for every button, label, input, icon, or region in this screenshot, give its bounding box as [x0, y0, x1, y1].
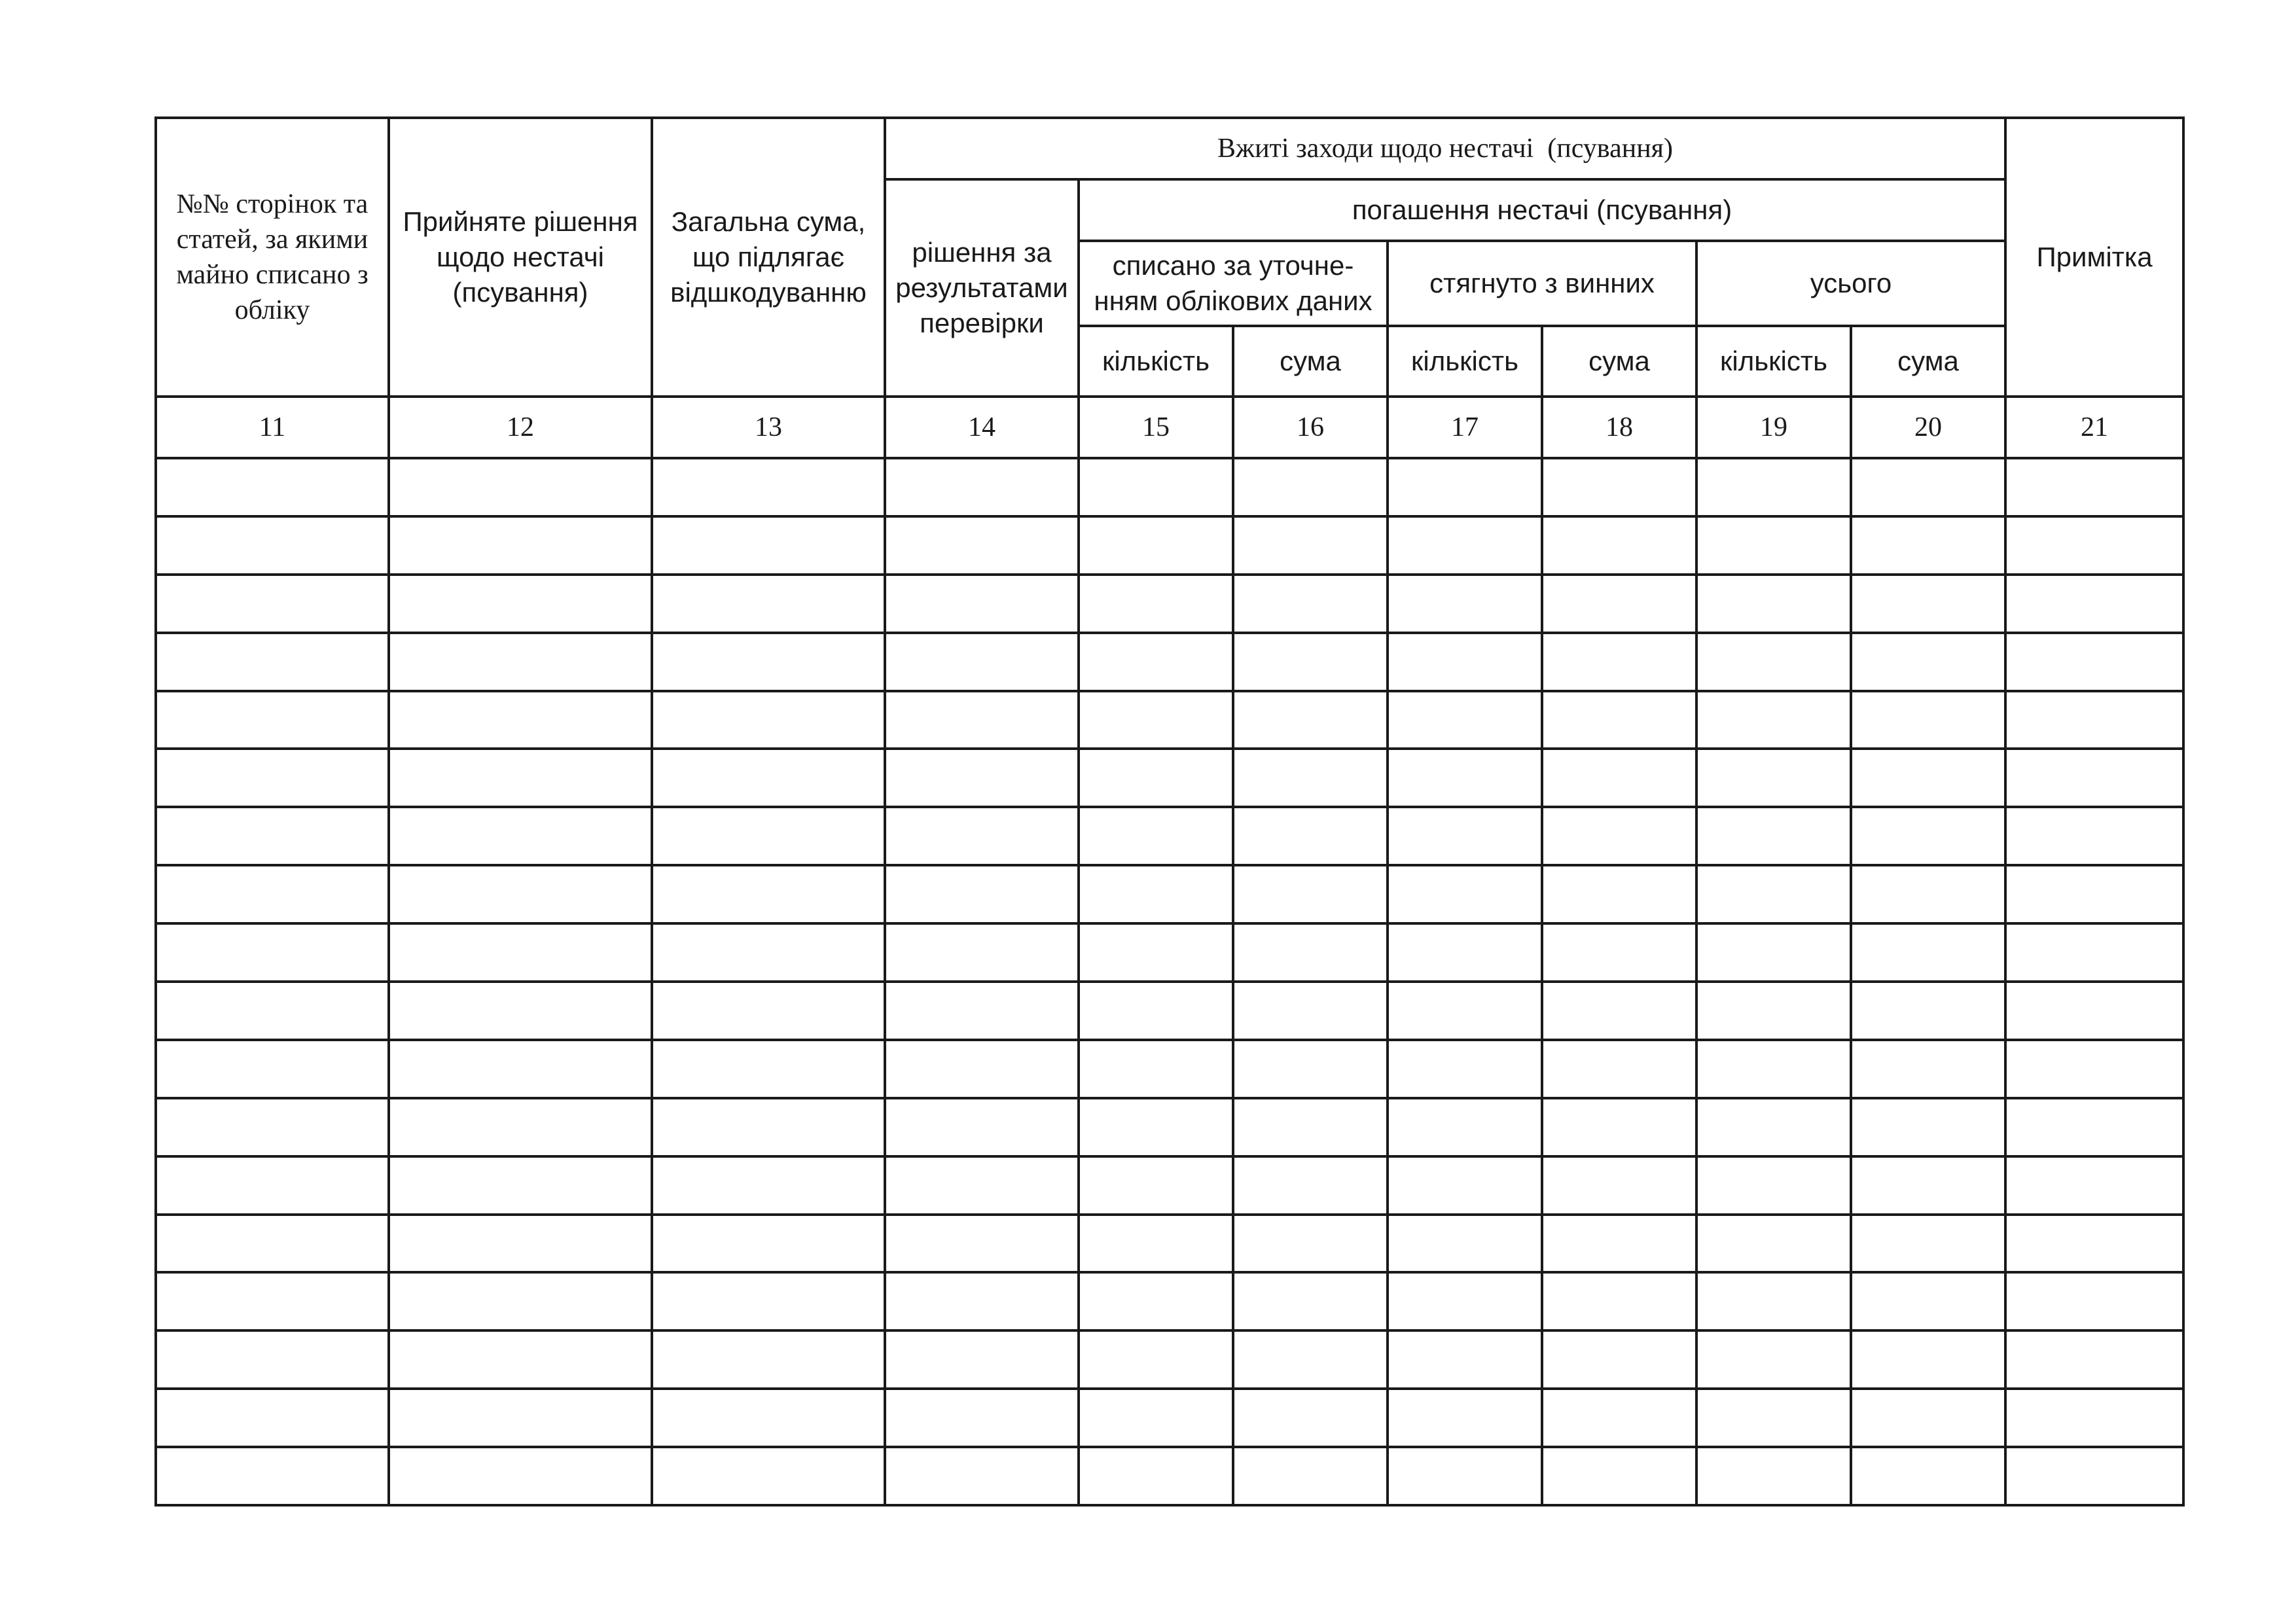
table-cell[interactable]	[2005, 1330, 2183, 1389]
table-cell[interactable]	[885, 982, 1079, 1040]
table-cell[interactable]	[389, 516, 652, 575]
table-cell[interactable]	[2005, 1389, 2183, 1447]
table-cell[interactable]	[156, 575, 389, 633]
table-cell[interactable]	[2005, 516, 2183, 575]
table-cell[interactable]	[1851, 1098, 2005, 1156]
table-cell[interactable]	[1696, 1389, 1851, 1447]
table-row	[156, 982, 2183, 1040]
table-row	[156, 575, 2183, 633]
table-cell[interactable]	[885, 1330, 1079, 1389]
table-cell[interactable]	[1542, 1447, 1696, 1505]
table-cell[interactable]	[156, 1272, 389, 1330]
table-cell[interactable]	[389, 923, 652, 982]
table-cell[interactable]	[2005, 982, 2183, 1040]
column-number: 12	[389, 397, 652, 458]
header-decision: Прийняте рішення щодо нестачі (псування)	[389, 118, 652, 397]
table-cell[interactable]	[1233, 1098, 1388, 1156]
table-cell[interactable]	[1696, 691, 1851, 749]
table-row	[156, 749, 2183, 807]
table-cell[interactable]	[1388, 865, 1542, 923]
header-quantity-written-off: кількість	[1079, 326, 1233, 397]
column-number: 17	[1388, 397, 1542, 458]
table-cell[interactable]	[1542, 923, 1696, 982]
header-pages-articles: №№ сторінок та статей, за якими майно списано з обліку	[156, 118, 389, 397]
table-cell[interactable]	[652, 1447, 885, 1505]
table-row	[156, 458, 2183, 516]
table-cell[interactable]	[885, 575, 1079, 633]
table-row	[156, 1098, 2183, 1156]
table-cell[interactable]	[156, 691, 389, 749]
table-cell[interactable]	[1542, 1215, 1696, 1273]
table-cell[interactable]	[1233, 458, 1388, 516]
header-note: Примітка	[2005, 118, 2183, 397]
table-cell[interactable]	[389, 575, 652, 633]
table-cell[interactable]	[389, 633, 652, 691]
table-cell[interactable]	[652, 807, 885, 865]
table-cell[interactable]	[1542, 516, 1696, 575]
column-number: 19	[1696, 397, 1851, 458]
header-recovered: стягнуто з винних	[1388, 241, 1696, 326]
table-cell[interactable]	[1079, 633, 1233, 691]
table-cell[interactable]	[1696, 1040, 1851, 1098]
table-cell[interactable]	[1233, 749, 1388, 807]
table-cell[interactable]	[2005, 749, 2183, 807]
table-cell[interactable]	[2005, 1215, 2183, 1273]
table-cell[interactable]	[1851, 1447, 2005, 1505]
table-cell[interactable]	[1079, 1272, 1233, 1330]
table-cell[interactable]	[156, 633, 389, 691]
table-cell[interactable]	[885, 691, 1079, 749]
table-cell[interactable]	[156, 923, 389, 982]
table-cell[interactable]	[389, 865, 652, 923]
header-measures-taken: Вжиті заходи щодо нестачі (псування)	[885, 118, 2005, 179]
table-cell[interactable]	[1079, 1040, 1233, 1098]
table-cell[interactable]	[1542, 1389, 1696, 1447]
table-cell[interactable]	[652, 1098, 885, 1156]
register-sheet	[154, 116, 2182, 1503]
table-cell[interactable]	[1542, 749, 1696, 807]
table-cell[interactable]	[389, 749, 652, 807]
table-cell[interactable]	[885, 1040, 1079, 1098]
table-cell[interactable]	[1851, 749, 2005, 807]
table-row	[156, 516, 2183, 575]
table-cell[interactable]	[156, 1447, 389, 1505]
table-cell[interactable]	[1542, 575, 1696, 633]
column-number: 11	[156, 397, 389, 458]
column-number: 18	[1542, 397, 1696, 458]
table-cell[interactable]	[1388, 691, 1542, 749]
header-quantity-recovered: кількість	[1388, 326, 1542, 397]
table-cell[interactable]	[1696, 1156, 1851, 1215]
table-cell[interactable]	[652, 749, 885, 807]
table-cell[interactable]	[1079, 982, 1233, 1040]
table-cell[interactable]	[652, 1040, 885, 1098]
table-cell[interactable]	[156, 1215, 389, 1273]
header-total: усього	[1696, 241, 2005, 326]
header-total-sum: Загальна сума, що підлягає відшкодуванню	[652, 118, 885, 397]
table-cell[interactable]	[1079, 807, 1233, 865]
table-cell[interactable]	[389, 1389, 652, 1447]
table-cell[interactable]	[2005, 575, 2183, 633]
table-cell[interactable]	[885, 1215, 1079, 1273]
column-number: 15	[1079, 397, 1233, 458]
table-cell[interactable]	[156, 1156, 389, 1215]
table-cell[interactable]	[156, 516, 389, 575]
table-cell[interactable]	[1851, 1215, 2005, 1273]
header-quantity-total: кількість	[1696, 326, 1851, 397]
table-cell[interactable]	[1851, 575, 2005, 633]
table-cell[interactable]	[652, 458, 885, 516]
table-cell[interactable]	[156, 458, 389, 516]
table-cell[interactable]	[1851, 1389, 2005, 1447]
table-cell[interactable]	[885, 1272, 1079, 1330]
table-cell[interactable]	[1233, 516, 1388, 575]
table-cell[interactable]	[652, 633, 885, 691]
table-row	[156, 807, 2183, 865]
table-row	[156, 865, 2183, 923]
table-cell[interactable]	[156, 1040, 389, 1098]
column-number: 13	[652, 397, 885, 458]
table-cell[interactable]	[389, 1447, 652, 1505]
header-audit-decision: рішення за результатами перевірки	[885, 179, 1079, 397]
table-cell[interactable]	[1851, 1156, 2005, 1215]
column-number-row	[156, 397, 2183, 458]
table-cell[interactable]	[1388, 1156, 1542, 1215]
table-cell[interactable]	[2005, 1447, 2183, 1505]
table-cell[interactable]	[389, 1098, 652, 1156]
table-cell[interactable]	[885, 749, 1079, 807]
table-cell[interactable]	[1079, 1215, 1233, 1273]
table-row	[156, 1040, 2183, 1098]
table-cell[interactable]	[885, 1447, 1079, 1505]
table-cell[interactable]	[652, 516, 885, 575]
table-cell[interactable]	[2005, 807, 2183, 865]
table-row	[156, 1156, 2183, 1215]
table-cell[interactable]	[1851, 1272, 2005, 1330]
table-cell[interactable]	[1233, 807, 1388, 865]
table-cell[interactable]	[1542, 1098, 1696, 1156]
table-cell[interactable]	[1233, 982, 1388, 1040]
table-cell[interactable]	[1851, 982, 2005, 1040]
table-cell[interactable]	[885, 865, 1079, 923]
table-cell[interactable]	[389, 1215, 652, 1273]
table-cell[interactable]	[1696, 1447, 1851, 1505]
table-cell[interactable]	[1696, 516, 1851, 575]
table-cell[interactable]	[1233, 1040, 1388, 1098]
table-cell[interactable]	[1851, 1040, 2005, 1098]
table-cell[interactable]	[1079, 1330, 1233, 1389]
table-cell[interactable]	[1542, 982, 1696, 1040]
table-cell[interactable]	[1388, 1330, 1542, 1389]
table-cell[interactable]	[2005, 691, 2183, 749]
table-cell[interactable]	[1696, 1330, 1851, 1389]
table-cell[interactable]	[1388, 749, 1542, 807]
table-cell[interactable]	[1388, 1040, 1542, 1098]
table-cell[interactable]	[1851, 516, 2005, 575]
table-cell[interactable]	[1079, 1156, 1233, 1215]
table-cell[interactable]	[1542, 1330, 1696, 1389]
table-row	[156, 1447, 2183, 1505]
table-cell[interactable]	[2005, 1098, 2183, 1156]
table-cell[interactable]	[1542, 1040, 1696, 1098]
table-cell[interactable]	[1079, 1389, 1233, 1447]
table-cell[interactable]	[1542, 633, 1696, 691]
table-row	[156, 1330, 2183, 1389]
table-cell[interactable]	[1388, 1098, 1542, 1156]
table-cell[interactable]	[1542, 807, 1696, 865]
table-cell[interactable]	[1851, 807, 2005, 865]
table-cell[interactable]	[1696, 865, 1851, 923]
table-cell[interactable]	[1542, 691, 1696, 749]
table-cell[interactable]	[1079, 749, 1233, 807]
table-cell[interactable]	[885, 1156, 1079, 1215]
table-cell[interactable]	[1388, 1215, 1542, 1273]
table-cell[interactable]	[1233, 1156, 1388, 1215]
table-cell[interactable]	[1079, 458, 1233, 516]
header-sum-written-off: сума	[1233, 326, 1388, 397]
table-cell[interactable]	[1233, 923, 1388, 982]
table-cell[interactable]	[389, 691, 652, 749]
table-cell[interactable]	[652, 982, 885, 1040]
table-cell[interactable]	[1079, 923, 1233, 982]
table-cell[interactable]	[652, 1272, 885, 1330]
table-cell[interactable]	[1696, 1215, 1851, 1273]
table-cell[interactable]	[1388, 516, 1542, 575]
table-cell[interactable]	[885, 923, 1079, 982]
table-cell[interactable]	[389, 1272, 652, 1330]
table-cell[interactable]	[652, 575, 885, 633]
table-cell[interactable]	[1696, 575, 1851, 633]
table-cell[interactable]	[1696, 749, 1851, 807]
table-cell[interactable]	[1233, 1330, 1388, 1389]
table-cell[interactable]	[1388, 458, 1542, 516]
table-cell[interactable]	[652, 1330, 885, 1389]
table-cell[interactable]	[1388, 1389, 1542, 1447]
table-cell[interactable]	[885, 516, 1079, 575]
table-cell[interactable]	[1696, 633, 1851, 691]
table-cell[interactable]	[1696, 807, 1851, 865]
table-cell[interactable]	[652, 691, 885, 749]
table-cell[interactable]	[885, 633, 1079, 691]
table-cell[interactable]	[1851, 458, 2005, 516]
table-cell[interactable]	[2005, 1272, 2183, 1330]
table-cell[interactable]	[1079, 575, 1233, 633]
table-cell[interactable]	[885, 1389, 1079, 1447]
table-cell[interactable]	[885, 458, 1079, 516]
column-number: 16	[1233, 397, 1388, 458]
table-cell[interactable]	[652, 865, 885, 923]
table-cell[interactable]	[652, 923, 885, 982]
table-cell[interactable]	[2005, 1040, 2183, 1098]
table-cell[interactable]	[1851, 923, 2005, 982]
table-cell[interactable]	[1542, 1156, 1696, 1215]
table-cell[interactable]	[1851, 691, 2005, 749]
table-cell[interactable]	[1388, 807, 1542, 865]
column-number: 21	[2005, 397, 2183, 458]
table-cell[interactable]	[156, 807, 389, 865]
header-sum-recovered: сума	[1542, 326, 1696, 397]
table-cell[interactable]	[156, 865, 389, 923]
table-cell[interactable]	[1542, 458, 1696, 516]
table-cell[interactable]	[1388, 923, 1542, 982]
header-written-off: списано за уточне- нням облікових даних	[1079, 241, 1388, 326]
table-cell[interactable]	[389, 982, 652, 1040]
table-row	[156, 1215, 2183, 1273]
table-cell[interactable]	[1233, 633, 1388, 691]
table-cell[interactable]	[1388, 575, 1542, 633]
table-cell[interactable]	[389, 807, 652, 865]
table-cell[interactable]	[1388, 1272, 1542, 1330]
table-cell[interactable]	[156, 1098, 389, 1156]
table-cell[interactable]	[1233, 1389, 1388, 1447]
table-row	[156, 633, 2183, 691]
table-cell[interactable]	[2005, 458, 2183, 516]
table-cell[interactable]	[1079, 1098, 1233, 1156]
table-cell[interactable]	[1233, 575, 1388, 633]
table-cell[interactable]	[1079, 1447, 1233, 1505]
table-cell[interactable]	[1079, 865, 1233, 923]
table-cell[interactable]	[2005, 923, 2183, 982]
table-cell[interactable]	[2005, 865, 2183, 923]
table-cell[interactable]	[652, 1389, 885, 1447]
table-row	[156, 691, 2183, 749]
column-number: 20	[1851, 397, 2005, 458]
table-cell[interactable]	[2005, 1156, 2183, 1215]
table-cell[interactable]	[389, 1330, 652, 1389]
table-cell[interactable]	[1079, 691, 1233, 749]
table-cell[interactable]	[1696, 458, 1851, 516]
table-row	[156, 1272, 2183, 1330]
table-row	[156, 1389, 2183, 1447]
table-cell[interactable]	[156, 1330, 389, 1389]
table-cell[interactable]	[389, 458, 652, 516]
table-cell[interactable]	[1233, 1447, 1388, 1505]
table-cell[interactable]	[389, 1040, 652, 1098]
shortage-register-table	[154, 116, 2185, 1507]
table-cell[interactable]	[1696, 923, 1851, 982]
table-cell[interactable]	[652, 1215, 885, 1273]
table-cell[interactable]	[1079, 516, 1233, 575]
header-row-1	[156, 118, 2183, 179]
table-cell[interactable]	[156, 982, 389, 1040]
table-cell[interactable]	[1696, 982, 1851, 1040]
table-cell[interactable]	[1388, 1447, 1542, 1505]
header-repayment: погашення нестачі (псування)	[1079, 179, 2005, 241]
table-cell[interactable]	[1233, 691, 1388, 749]
table-cell[interactable]	[885, 807, 1079, 865]
header-sum-total: сума	[1851, 326, 2005, 397]
table-cell[interactable]	[1696, 1098, 1851, 1156]
table-cell[interactable]	[2005, 633, 2183, 691]
table-cell[interactable]	[1851, 633, 2005, 691]
table-cell[interactable]	[1542, 1272, 1696, 1330]
table-row	[156, 923, 2183, 982]
table-cell[interactable]	[156, 1389, 389, 1447]
table-cell[interactable]	[1233, 865, 1388, 923]
table-cell[interactable]	[389, 1156, 652, 1215]
table-cell[interactable]	[1542, 865, 1696, 923]
table-cell[interactable]	[1388, 982, 1542, 1040]
table-cell[interactable]	[885, 1098, 1079, 1156]
table-cell[interactable]	[1233, 1215, 1388, 1273]
table-cell[interactable]	[1388, 633, 1542, 691]
column-number: 14	[885, 397, 1079, 458]
table-cell[interactable]	[1851, 1330, 2005, 1389]
table-cell[interactable]	[1233, 1272, 1388, 1330]
table-cell[interactable]	[1696, 1272, 1851, 1330]
table-cell[interactable]	[1851, 865, 2005, 923]
table-cell[interactable]	[156, 749, 389, 807]
table-cell[interactable]	[652, 1156, 885, 1215]
